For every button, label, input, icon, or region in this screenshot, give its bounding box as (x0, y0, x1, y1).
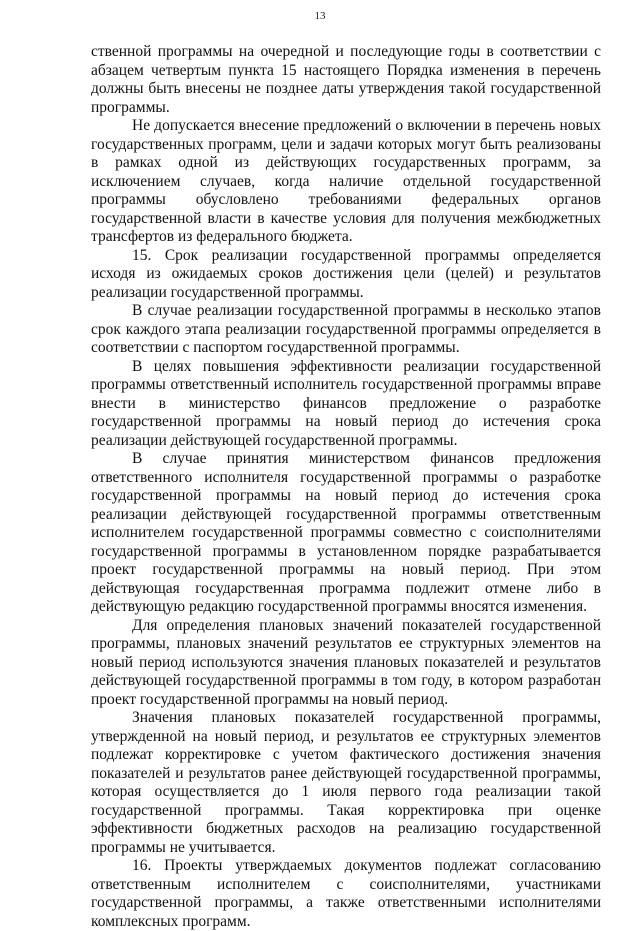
paragraph-adjustment: Значения плановых показателей государственной программы, утвержденной на новый период, и результатов ее структурных элементов подлежат корректировке с учетом фактического достижения значения показателей и результатов ранее действующей государственной программы, которая осуществляется до 1 июля первого года реализации такой государственной программы. Такая корректировка при оценке эффективности бюджетных расходов на реализацию государственной программы не учитывается. (91, 709, 601, 856)
document-body (91, 43, 601, 931)
paragraph-item-15: 15. Срок реализации государственной программы определяется исходя из ожидаемых сроков достижения цели (целей) и результатов реализации государственной программы. (91, 246, 601, 301)
page-number: 13 (314, 10, 326, 22)
paragraph-continuation: ственной программы на очередной и последующие годы в соответствии с абзацем четвертым пункта 15 настоящего Порядка изменения в перечень должны быть внесены не позднее даты утверждения такой государственной программы. (91, 43, 601, 116)
paragraph-efficiency: В целях повышения эффективности реализации государственной программы ответственный исполнитель государственной программы вправе внести в министерство финансов предложение о разработке государственной программы на новый период до истечения срока реализации действующей государственной программы. (91, 357, 601, 449)
paragraph-no-new-programs: Не допускается внесение предложений о включении в перечень новых государственных программ, цели и задачи которых могут быть реализованы в рамках одной из действующих государственных программ, за исключением случаев, когда наличие отдельной государственной программы обусловлено требованиями федеральных органов государственной власти в качестве условия для получения межбюджетных трансфертов из федерального бюджета. (91, 117, 601, 245)
paragraph-item-16: 16. Проекты утверждаемых документов подлежат согласованию ответственным исполнителем с соисполнителями, участниками государственной программы, а также ответственными исполнителями комплексных программ. (91, 857, 601, 930)
paragraph-new-period: В случае принятия министерством финансов предложения ответственного исполнителя государственной программы о разработке государственной программы на новый период до истечения срока реализации действующей государственной программы ответственным исполнителем государственной программы совместно с соисполнителями государственной программы в установленном порядке разрабатывается проект государственной программы на новый период. При этом действующая государственная программа подлежит отмене либо в действующую редакцию государственной программы вносятся изменения. (91, 450, 601, 615)
paragraph-stages: В случае реализации государственной программы в несколько этапов срок каждого этапа реализации государственной программы определяется в соответствии с паспортом государственной программы. (91, 302, 601, 356)
paragraph-planned-values: Для определения плановых значений показателей государственной программы, плановых значений результатов ее структурных элементов на новый период используются значения плановых показателей и результатов действующей государственной программы в том году, в котором разработан проект государственной программы на новый период. (91, 616, 601, 708)
